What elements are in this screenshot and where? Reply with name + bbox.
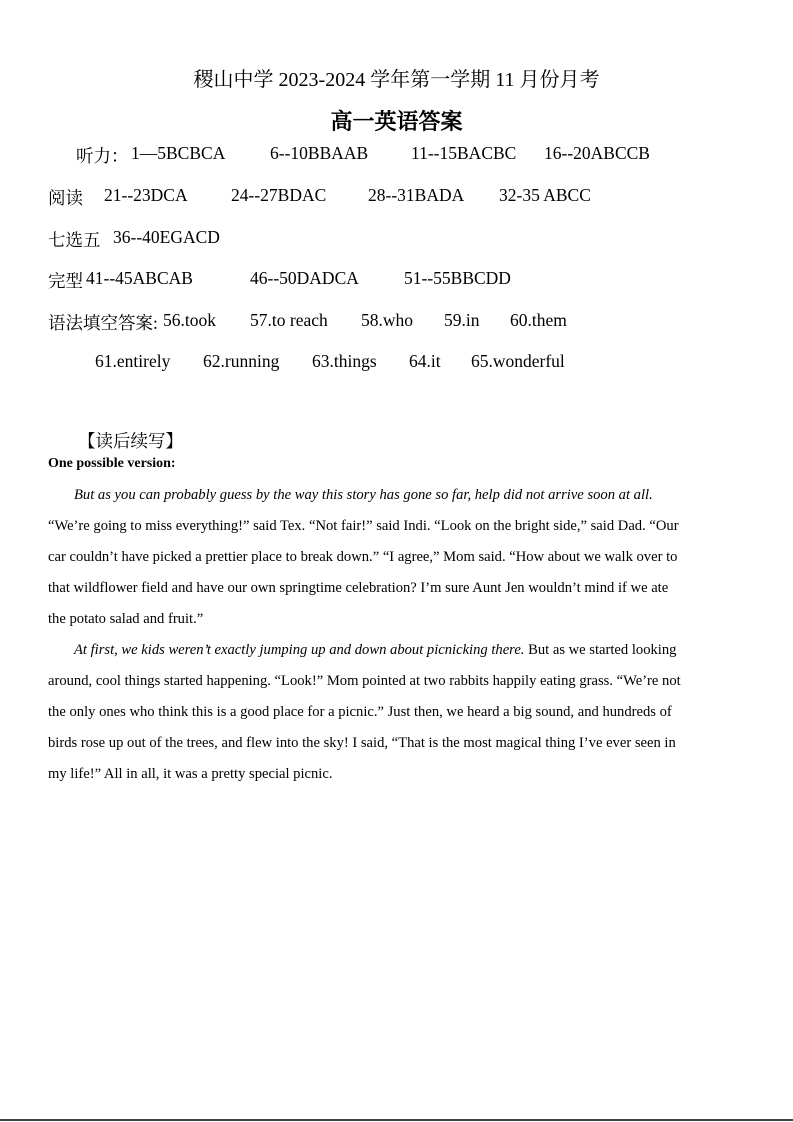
- essay-line: [48, 635, 748, 666]
- essay-line: my life!” All in all, it was a pretty special picnic.: [48, 766, 333, 782]
- seven-choose-five-group-1: 36--40EGACD: [113, 227, 220, 247]
- grammar-answer-62: 62.running: [203, 351, 280, 371]
- reading-group-3: 28--31BADA: [368, 185, 465, 205]
- exam-title: 稷山中学 2023-2024 学年第一学期 11 月份月考: [193, 69, 600, 91]
- grammar-answer-60: 60.them: [510, 310, 567, 330]
- grammar-answer-65: 65.wonderful: [471, 351, 565, 371]
- essay-line: [48, 480, 748, 511]
- reading-group-1: 21--23DCA: [104, 185, 188, 205]
- continuation-section-title: 【读后续写】: [78, 431, 183, 451]
- essay-line: car couldn’t have picked a prettier place to break down.” “I agree,” Mom said. “How about we walk over to: [48, 549, 678, 565]
- essay-opening-sentence: But as you can probably guess by the way this story has gone so far, help did not arrive soon at all.: [74, 487, 653, 503]
- answer-key-heading: 高一英语答案: [330, 110, 463, 135]
- essay-line: that wildflower field and have our own springtime celebration? I’m sure Aunt Jen wouldn’t mind if we ate: [48, 580, 669, 596]
- grammar-answer-58: 58.who: [361, 310, 414, 330]
- essay-line: birds rose up out of the trees, and flew into the sky! I said, “That is the most magical thing I’ve ever seen in: [48, 735, 676, 751]
- listening-group-1: 1—5BCBCA: [131, 143, 226, 163]
- cloze-group-2: 46--50DADCA: [250, 268, 359, 288]
- essay-line: around, cool things started happening. “Look!” Mom pointed at two rabbits happily eating grass. “We’re not: [48, 673, 681, 689]
- essay-line: “We’re going to miss everything!” said Tex. “Not fair!” said Indi. “Look on the bright side,” said Dad. “Our: [48, 518, 679, 534]
- cloze-group-3: 51--55BBCDD: [404, 268, 511, 288]
- seven-choose-five-label: 七选五: [48, 230, 101, 250]
- grammar-answer-63: 63.things: [312, 351, 377, 371]
- grammar-answer-57: 57.to reach: [250, 310, 328, 330]
- listening-group-2: 6--10BBAAB: [270, 143, 369, 163]
- essay-second-opening-sentence: At first, we kids weren’t exactly jumping up and down about picnicking there.: [74, 642, 525, 658]
- cloze-label: 完型: [48, 271, 83, 291]
- grammar-answer-64: 64.it: [409, 351, 441, 371]
- grammar-answer-61: 61.entirely: [95, 351, 171, 371]
- sample-essay: [48, 480, 748, 790]
- reading-group-4: 32-35 ABCC: [499, 185, 591, 205]
- grammar-answer-59: 59.in: [444, 310, 480, 330]
- reading-label: 阅读: [48, 188, 83, 208]
- page-bottom-border: [0, 1119, 793, 1121]
- reading-group-2: 24--27BDAC: [231, 185, 327, 205]
- listening-group-3: 11--15BACBC: [411, 143, 517, 163]
- essay-line: the potato salad and fruit.”: [48, 611, 204, 627]
- essay-text: But as we started looking: [524, 642, 677, 658]
- listening-group-4: 16--20ABCCB: [544, 143, 650, 163]
- cloze-group-1: 41--45ABCAB: [86, 268, 193, 288]
- grammar-answer-56: 56.took: [163, 310, 216, 330]
- grammar-label: 语法填空答案:: [48, 313, 158, 333]
- listening-label: 听力：: [76, 146, 129, 166]
- version-label: One possible version:: [48, 456, 176, 471]
- essay-line: the only ones who think this is a good place for a picnic.” Just then, we heard a big sound, and hundreds of: [48, 704, 672, 720]
